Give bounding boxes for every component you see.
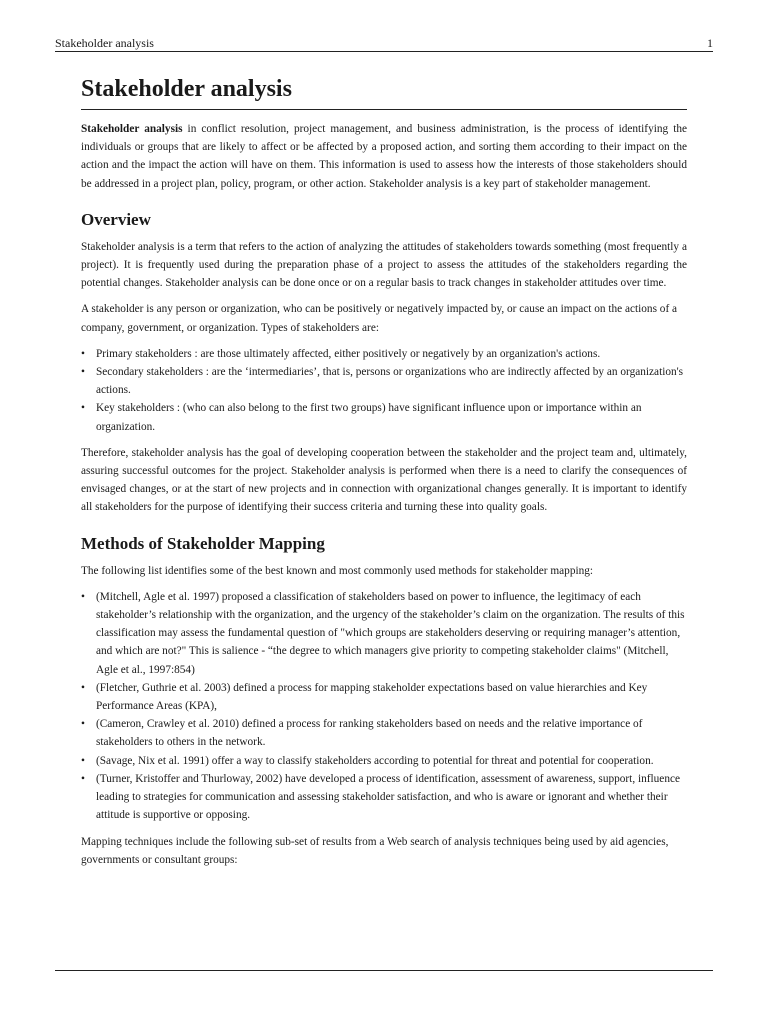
bullet-icon: •	[81, 590, 85, 603]
intro-paragraph	[81, 120, 687, 193]
list-item-text: (Fletcher, Guthrie et al. 2003) defined a process for mapping stakeholder expectations based on value hierarchies and Key Performance Areas (KPA),	[96, 681, 648, 713]
page-number: 1	[707, 36, 713, 50]
running-header-title: Stakeholder analysis	[55, 36, 154, 50]
list-item-text: (Turner, Kristoffer and Thurloway, 2002) have developed a process of identification, assessment of awareness, support, influence leading to strategies for communication and assessing stakeholder satisfaction, and who is aware or ignorant and whether their attitude is supportive or opposing.	[96, 772, 680, 822]
header-divider	[55, 51, 713, 52]
list-item-text: Secondary stakeholders : are the ‘intermediaries’, that is, persons or organizations who are indirectly affected by an organization's actions.	[96, 366, 684, 397]
bullet-icon: •	[81, 347, 85, 360]
bullet-icon: •	[81, 754, 85, 767]
list-item-text: Key stakeholders : (who can also belong to the first two groups) have significant influence upon or importance within an organization.	[96, 402, 642, 433]
list-item-text: Primary stakeholders : are those ultimately affected, either positively or negatively by an organization's actions.	[96, 347, 601, 360]
overview-paragraph-1: Stakeholder analysis is a term that refers to the action of analyzing the attitudes of stakeholders towards something (most frequently a project). It is frequently used during the preparation phase of a project to assess the attitudes of the stakeholders regarding the potential changes. Stakeholder analysis can be done once or on a regular basis to track changes in stakeholder attitudes over time.	[81, 240, 687, 290]
list-item	[81, 588, 687, 679]
bullet-icon: •	[81, 402, 85, 415]
list-item	[81, 770, 687, 825]
methods-paragraph-1: The following list identifies some of the best known and most commonly used methods for stakeholder mapping:	[81, 564, 594, 577]
methods-paragraph-2: Mapping techniques include the following sub-set of results from a Web search of analysis techniques being used by aid agencies, governments or consultant groups:	[81, 835, 669, 866]
intro-lead-term: Stakeholder analysis	[81, 123, 183, 135]
list-item	[81, 715, 687, 751]
stakeholder-types-list	[81, 345, 687, 436]
list-item	[81, 679, 687, 715]
footer-divider	[55, 970, 713, 971]
overview-paragraph-3: Therefore, stakeholder analysis has the goal of developing cooperation between the stakeholder and the project team and, ultimately, assuring successful outcomes for the project. Stakeholder analysis is performed when there is a need to clarify the consequences of envisaged changes, or at the start of new projects and in connection with organizational changes generally. It is important to identify all stakeholders for the purpose of identifying their success criteria and turning these into quality goals.	[81, 446, 687, 514]
list-item	[81, 752, 687, 770]
page-title: Stakeholder analysis	[81, 74, 687, 110]
list-item	[81, 345, 687, 363]
bullet-icon: •	[81, 772, 85, 785]
section-heading-overview: Overview	[81, 209, 151, 229]
overview-paragraph-2: A stakeholder is any person or organization, who can be positively or negatively impacted by, or cause an impact on the actions of a company, government, or organization. Types of stakeholders are:	[81, 303, 678, 334]
list-item-text: (Cameron, Crawley et al. 2010) defined a process for ranking stakeholders based on needs and the relative importance of stakeholders to others in the network.	[96, 718, 643, 749]
bullet-icon: •	[81, 681, 85, 694]
section-heading-methods: Methods of Stakeholder Mapping	[81, 533, 325, 553]
list-item-text: (Mitchell, Agle et al. 1997) proposed a classification of stakeholders based on power to influence, the legitimacy of each stakeholder’s relationship with the organization, and the urgency of the stakeholder’s claim on the organization. The results of this classification may assess the fundamental question of "which groups are stakeholders deserving or requiring manager’s attention, and which are not?" This is salience - “the degree to which managers give priority to competing stakeholder claims" (Mitchell, Agle et al., 1997:854)	[96, 590, 685, 676]
bullet-icon: •	[81, 718, 85, 731]
bullet-icon: •	[81, 366, 85, 379]
methods-list	[81, 588, 687, 825]
intro-text: in conflict resolution, project management, and business administration, is the process of identifying the individuals or groups that are likely to affect or be affected by a proposed action, and sorting them according to their impact on the action and the impact the action will have on them. This information is used to assess how the interests of those stakeholders should be addressed in a project plan, policy, program, or other action. Stakeholder analysis is a key part of stakeholder management.	[81, 123, 687, 190]
article-body	[81, 74, 687, 877]
list-item	[81, 363, 687, 399]
list-item-text: (Savage, Nix et al. 1991) offer a way to classify stakeholders according to potential for threat and potential for cooperation.	[96, 754, 654, 767]
list-item	[81, 399, 687, 435]
